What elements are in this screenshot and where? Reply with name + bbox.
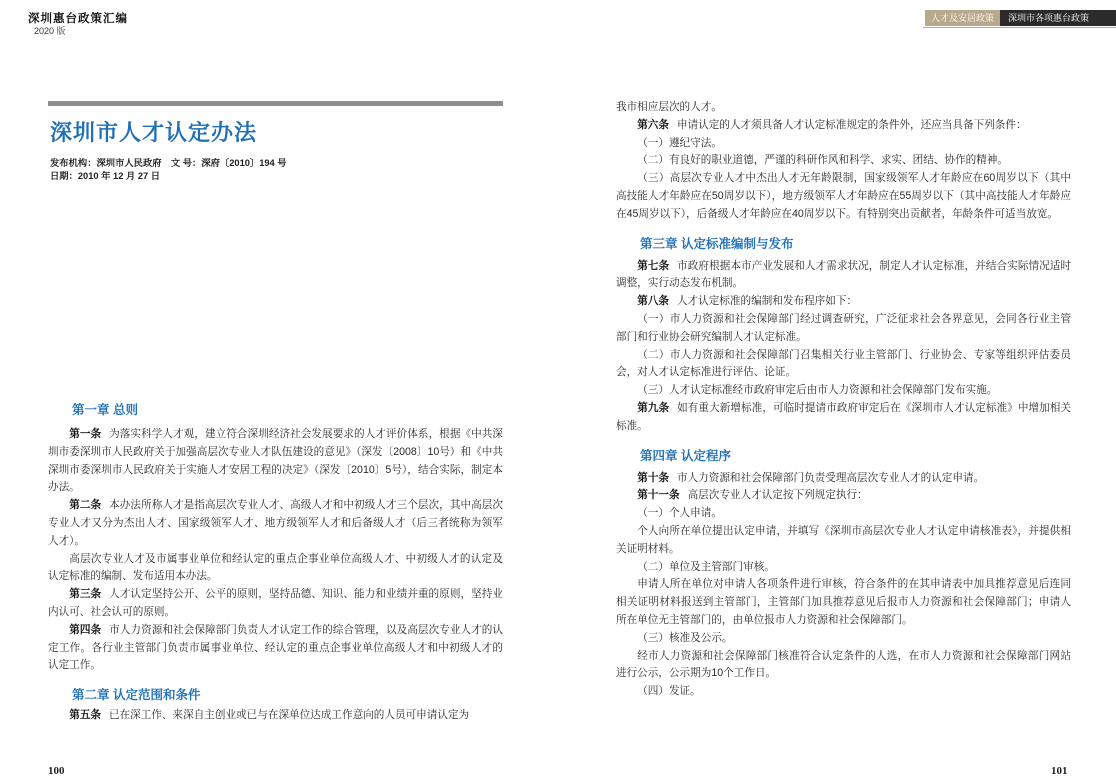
clause-text: 个人向所在单位提出认定申请，并填写《深圳市高层次专业人才认定申请核准表》，并提供相关证明材料。 xyxy=(616,524,1071,555)
article-paragraph xyxy=(48,497,503,550)
date-meta: 日期：2010 年 12 月 27 日 xyxy=(50,171,161,181)
article-text: 人才认定标准的编制和发布程序如下： xyxy=(676,295,858,308)
page-number-left: 100 xyxy=(48,765,65,777)
article-text: 本办法所称人才是指高层次专业人才、高级人才和中初级人才三个层次，其中高层次专业人才又分为杰出人才、国家级领军人才、地方级领军人才和后备级人才（后三者统称为领军人才）。 xyxy=(48,499,504,547)
article-paragraph xyxy=(48,586,503,622)
article-paragraph xyxy=(616,258,1071,294)
book-edition: 2020 版 xyxy=(34,26,66,36)
article-text: 市人力资源和社会保障部门负责受理高层次专业人才的认定申请。 xyxy=(676,471,985,484)
article-paragraph xyxy=(616,293,1071,311)
article-paragraph: 高层次专业人才及市属事业单位和经认定的重点企事业单位高级人才、中初级人才的认定及认定标准的编制、发布适用本办法。 xyxy=(48,552,503,583)
article-text: 市政府根据本市产业发展和人才需求状况，制定人才认定标准，并结合实际情况适时调整，实行动态发布机制。 xyxy=(616,259,1072,290)
article-paragraph xyxy=(616,470,1071,488)
article-label: 第七条 xyxy=(637,259,670,272)
clause-text: 申请人所在单位对申请人各项条件进行审核，符合条件的在其申请表中加具推荐意见后连同相关证明材料报送到主管部门，主管部门加具推荐意见后报市人力资源和社会保障部门；申请人所在单位无主管部门的，由单位报市人力资源和社会保障部门。 xyxy=(616,578,1071,626)
book-title: 深圳惠台政策汇编 xyxy=(28,13,128,25)
left-column xyxy=(48,400,503,725)
article-label: 第十条 xyxy=(637,471,669,484)
article-text: 人才认定坚持公开、公平的原则，坚持品德、知识、能力和业绩并重的原则，坚持业内认可、社会认可的原则。 xyxy=(48,588,504,618)
article-text: 申请认定的人才须具备人才认定标准规定的条件外，还应当具备下列条件： xyxy=(676,118,1027,131)
article-label: 第八条 xyxy=(637,295,669,308)
clause-item: （二）单位及主管部门审核。 xyxy=(637,560,775,573)
article-paragraph xyxy=(616,400,1071,436)
article-text: 为落实科学人才观，建立符合深圳经济社会发展要求的人才评价体系，根据《中共深圳市委深圳市人民政府关于加强高层次专业人才队伍建设的意见》（深发〔2008〕10号）和《中共深圳市委深圳市人民政府关于实施人才安居工程的决定》（深发〔2010〕5号），结合实际，制定本办法。 xyxy=(48,428,504,494)
article-text: 已在深工作、来深自主创业或已与在深单位达成工作意向的人员可申请认定为 xyxy=(108,709,470,722)
continuation-text: 我市相应层次的人才。 xyxy=(616,101,722,113)
article-label: 第一条 xyxy=(69,428,102,440)
chapter-heading: 第一章 总则 xyxy=(72,403,138,417)
clause-item: （三）人才认定标准经市政府审定后由市人力资源和社会保障部门发布实施。 xyxy=(637,384,998,397)
article-label: 第五条 xyxy=(69,709,101,722)
page-number-right: 101 xyxy=(1051,765,1068,777)
article-label: 第三条 xyxy=(69,588,102,601)
article-paragraph xyxy=(48,622,503,675)
article-paragraph xyxy=(616,487,1071,505)
article-paragraph xyxy=(48,426,503,497)
chapter-heading: 第三章 认定标准编制与发布 xyxy=(640,236,794,251)
article-paragraph xyxy=(616,117,1071,135)
article-text: 高层次专业人才认定按下列规定执行： xyxy=(687,489,868,502)
article-label: 第四条 xyxy=(69,623,102,636)
chapter-heading: 第二章 认定范围和条件 xyxy=(72,688,201,703)
clause-item: （二）市人力资源和社会保障部门召集相关行业主管部门、行业协会、专家等组织评估委员会，对人才认定标准进行评估、论证。 xyxy=(616,348,1071,379)
article-label: 第六条 xyxy=(637,118,669,131)
section-tabs xyxy=(925,10,1116,26)
article-label: 第二条 xyxy=(69,499,102,512)
clause-item: （二）有良好的职业道德，严谨的科研作风和科学、求实、团结、协作的精神。 xyxy=(637,154,1008,167)
clause-item: （一）个人申请。 xyxy=(637,507,722,520)
chapter-heading: 第四章 认定程序 xyxy=(640,448,731,463)
tab-shenzhen-policies: 深圳市各项惠台政策 xyxy=(1000,10,1116,26)
article-text: 市人力资源和社会保障部门负责人才认定工作的综合管理，以及高层次专业人才的认定工作。各行业主管部门负责市属事业单位、经认定的重点企事业单位高级人才和中初级人才的认定工作。 xyxy=(48,623,504,672)
article-text: 如有重大新增标准，可临时提请市政府审定后在《深圳市人才认定标准》中增加相关标准。 xyxy=(616,401,1072,432)
article-label: 第九条 xyxy=(637,401,670,414)
clause-item: （三）高层次专业人才中杰出人才无年龄限制，国家级领军人才年龄应在60周岁以下（其中高技能人才年龄应在50周岁以下），地方级领军人才年龄应在55周岁以下（其中高技能人才年龄应在45周岁以下），后备级人才年龄应在40周岁以下。有特别突出贡献者，年龄条件可适当放宽。 xyxy=(616,172,1071,220)
clause-item: （一）遵纪守法。 xyxy=(637,136,722,149)
title-bar xyxy=(48,101,503,106)
clause-item: （一）市人力资源和社会保障部门经过调查研究，广泛征求社会各界意见，会同各行业主管部门和行业协会研究编制人才认定标准。 xyxy=(616,312,1071,343)
publisher-meta: 发布机构：深圳市人民政府 文 号：深府〔2010〕194 号 xyxy=(50,158,287,168)
article-label: 第十一条 xyxy=(637,489,680,502)
clause-item: （三）核准及公示。 xyxy=(637,631,733,644)
document-title: 深圳市人才认定办法 xyxy=(50,120,258,145)
right-column xyxy=(616,99,1071,701)
clause-item: （四）发证。 xyxy=(637,685,701,698)
tab-talent-housing: 人才及安居政策 xyxy=(925,10,1000,26)
article-paragraph xyxy=(48,707,503,725)
clause-text: 经市人力资源和社会保障部门核准符合认定条件的人选，在市人力资源和社会保障部门网站进行公示，公示期为10个工作日。 xyxy=(616,649,1071,680)
header-rule xyxy=(923,27,1116,28)
